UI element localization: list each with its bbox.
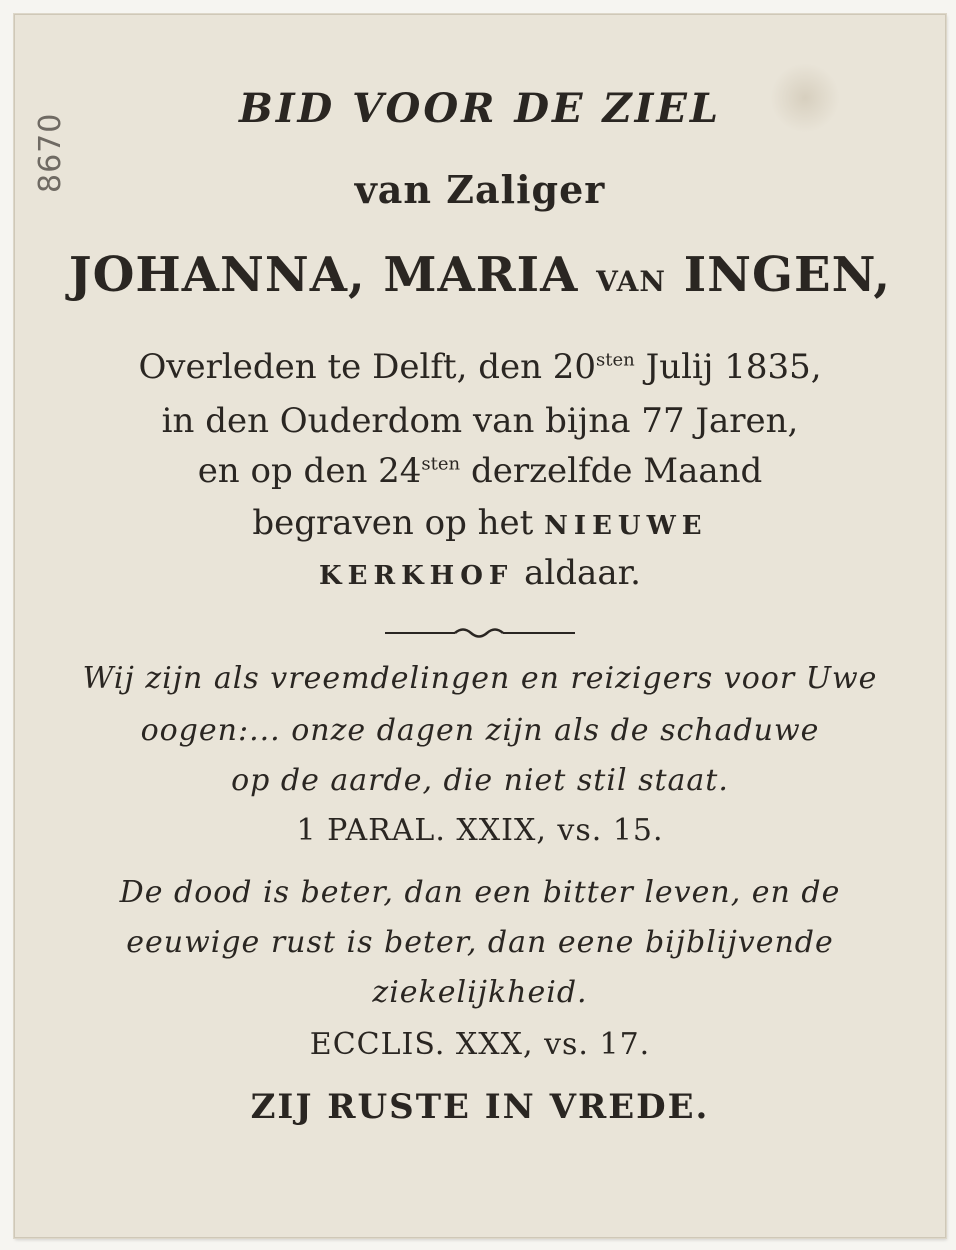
burial-month-text: derzelfde Maand <box>460 451 763 491</box>
heading-prayer: BID VOOR DE ZIEL <box>239 85 721 132</box>
death-date-text: Julij 1835, <box>634 347 822 387</box>
burial-place-line <box>15 503 945 543</box>
burial-place-line-2 <box>15 553 945 593</box>
heading-deceased-intro: van Zaliger <box>354 167 606 212</box>
closing-blessing: ZIJ RUSTE IN VREDE. <box>250 1087 710 1127</box>
name-first: JOHANNA, MARIA <box>68 247 579 303</box>
kerkhof-smallcaps: KERKHOF <box>319 561 514 591</box>
death-line-text: Overleden te Delft, den 20 <box>138 347 597 387</box>
deceased-name <box>15 247 945 303</box>
burial-date-line <box>15 451 945 491</box>
memorial-card <box>14 14 946 1238</box>
verse1-line3: op de aarde, die niet stil staat. <box>231 763 729 798</box>
name-particle: VAN <box>596 265 666 298</box>
verse2-line2: eeuwige rust is beter, dan eene bijblijvende <box>126 925 834 960</box>
burial-day-suffix: sten <box>421 453 461 475</box>
death-line <box>15 347 945 387</box>
death-day-suffix: sten <box>596 349 635 371</box>
verse1-reference: 1 PARAL. XXIX, vs. 15. <box>296 813 664 848</box>
ornament-divider <box>385 623 575 643</box>
age-line: in den Ouderdom van bijna 77 Jaren, <box>161 401 799 441</box>
verse1-line2: oogen:... onze dagen zijn als de schaduwe <box>140 713 820 748</box>
verse1-line1: Wij zijn als vreemdelingen en reizigers voor Uwe <box>82 661 878 696</box>
name-last: INGEN, <box>683 247 892 303</box>
verse2-line3: ziekelijkheid. <box>372 975 588 1010</box>
verse2-reference: ECCLIS. XXX, vs. 17. <box>309 1027 651 1062</box>
burial-place-text: begraven op het <box>252 503 545 543</box>
burial-place-smallcaps: NIEUWE <box>544 511 708 541</box>
shelfmark-handwritten: 8670 <box>33 112 68 193</box>
aldaar-text: aldaar. <box>513 553 641 593</box>
verse2-line1: De dood is beter, dan een bitter leven, en de <box>119 875 841 910</box>
burial-date-text: en op den 24 <box>197 451 422 491</box>
